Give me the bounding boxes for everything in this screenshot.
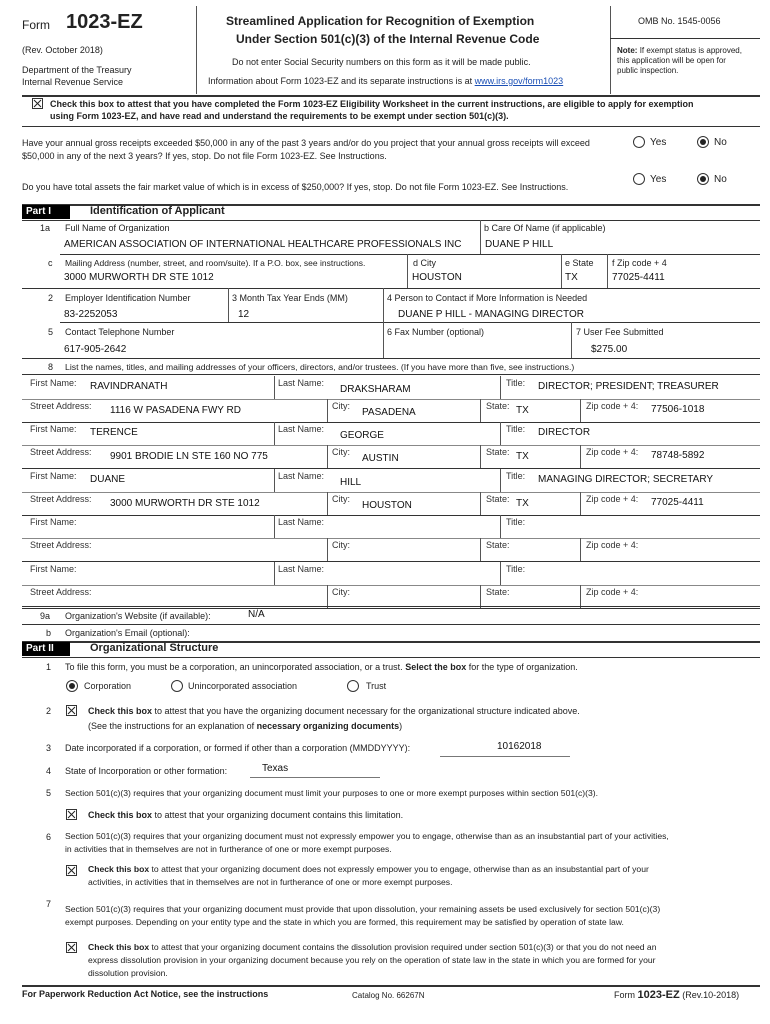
website-label: Organization's Website (if available): bbox=[65, 611, 211, 621]
officer-last-label: Last Name: bbox=[278, 424, 325, 434]
officer-street-label: Street Address: bbox=[30, 447, 92, 457]
website-value[interactable]: N/A bbox=[248, 609, 265, 620]
p2-line-3: 3 bbox=[46, 743, 52, 753]
line-1c: c bbox=[48, 258, 53, 268]
officer-title-value[interactable]: DIRECTOR bbox=[538, 427, 591, 438]
limitation-checkbox[interactable] bbox=[66, 809, 77, 820]
receipts-yes-radio[interactable] bbox=[633, 136, 645, 148]
officer-state-label: State: bbox=[486, 540, 510, 550]
officer-first-label: First Name: bbox=[30, 471, 77, 481]
line-9a: 9a bbox=[40, 611, 51, 621]
organizing-doc-sub: (See the instructions for an explanation of necessary organizing documents) bbox=[88, 721, 403, 731]
form-title-line2: Under Section 501(c)(3) of the Internal Revenue Code bbox=[236, 32, 540, 46]
phone-label: Contact Telephone Number bbox=[65, 327, 175, 337]
officer-title-label: Title: bbox=[506, 564, 526, 574]
part2-title: Organizational Structure bbox=[90, 642, 219, 654]
p2-line-4: 4 bbox=[46, 766, 52, 776]
part1-label: Part I bbox=[22, 205, 70, 219]
officer-first-label: First Name: bbox=[30, 564, 77, 574]
officer-city-value[interactable]: PASADENA bbox=[362, 407, 416, 418]
officer-zip-label: Zip code + 4: bbox=[586, 587, 639, 597]
assets-yes-radio[interactable] bbox=[633, 173, 645, 185]
officer-zip-value[interactable]: 78748-5892 bbox=[651, 450, 705, 461]
officer-city-label: City: bbox=[332, 494, 350, 504]
state-inc-value[interactable]: Texas bbox=[262, 763, 289, 774]
line-5: 5 bbox=[48, 327, 54, 337]
officer-first-value[interactable]: RAVINDRANATH bbox=[90, 381, 168, 392]
officer-street-value[interactable]: 3000 MURWORTH DR STE 1012 bbox=[110, 498, 260, 509]
care-of-value[interactable]: DUANE P HILL bbox=[485, 239, 554, 250]
officer-city-value[interactable]: AUSTIN bbox=[362, 453, 399, 464]
officer-zip-value[interactable]: 77506-1018 bbox=[651, 404, 705, 415]
receipts-question-2: $50,000 in any of the next 3 years? If yes, stop. Do not file Form 1023-EZ. See Instructions. bbox=[22, 151, 387, 161]
irs-link[interactable]: www.irs.gov/form1023 bbox=[474, 76, 564, 86]
trust-label: Trust bbox=[366, 681, 387, 691]
eligibility-text-1: Check this box to attest that you have completed the Form 1023-EZ Eligibility Worksheet in the current instructions, are eligible to apply for exemption bbox=[50, 99, 694, 109]
officer-city-label: City: bbox=[332, 401, 350, 411]
state-value[interactable]: TX bbox=[565, 272, 578, 283]
p2-line-2: 2 bbox=[46, 706, 52, 716]
revision: (Rev. October 2018) bbox=[22, 45, 103, 55]
officer-last-label: Last Name: bbox=[278, 564, 325, 574]
email-label: Organization's Email (optional): bbox=[65, 628, 190, 638]
org-name-label: Full Name of Organization bbox=[65, 223, 170, 233]
p2-line-5: 5 bbox=[46, 788, 52, 798]
receipts-yes-label: Yes bbox=[650, 137, 667, 148]
officer-first-label: First Name: bbox=[30, 378, 77, 388]
officer-title-label: Title: bbox=[506, 378, 526, 388]
form-number: 1023-EZ bbox=[66, 11, 143, 33]
officer-zip-label: Zip code + 4: bbox=[586, 401, 639, 411]
footer-form: Form 1023-EZ (Rev.10-2018) bbox=[614, 989, 740, 1001]
ssn-note: Do not enter Social Security numbers on this form as it will be made public. bbox=[232, 57, 531, 67]
dissolution-attest-1: Check this box to attest that your organizing document contains the dissolution provision required under section 501(c)(3) or that you do not need an bbox=[88, 942, 657, 952]
dissolution-checkbox[interactable] bbox=[66, 942, 77, 953]
contact-label: 4 Person to Contact if More Information is Needed bbox=[387, 293, 588, 303]
dissolution-text-1: Section 501(c)(3) requires that your organizing document must provide that upon dissolution, your remaining assets be used exclusively for section 501(c)(3) bbox=[65, 904, 661, 914]
officer-street-label: Street Address: bbox=[30, 587, 92, 597]
officer-last-label: Last Name: bbox=[278, 471, 325, 481]
officer-first-label: First Name: bbox=[30, 424, 77, 434]
dissolution-attest-3: dissolution provision. bbox=[88, 968, 168, 978]
fee-label: 7 User Fee Submitted bbox=[576, 327, 664, 337]
unincorporated-radio[interactable] bbox=[171, 680, 183, 692]
organizing-doc-text: Check this box to attest that you have the organizing document necessary for the organizational structure indicated above. bbox=[88, 706, 580, 716]
empower-text-2: in activities that in themselves are not in furtherance of one or more exempt purposes. bbox=[65, 844, 392, 854]
line-1a: 1a bbox=[40, 223, 51, 233]
empower-checkbox[interactable] bbox=[66, 865, 77, 876]
part1-title: Identification of Applicant bbox=[90, 205, 225, 217]
ein-label: Employer Identification Number bbox=[65, 293, 191, 303]
corporation-radio[interactable] bbox=[66, 680, 78, 692]
officers-instruction: List the names, titles, and mailing addresses of your officers, directors, and/or trustees. (If you have more than five, see instructions.) bbox=[65, 362, 575, 372]
part2-label: Part II bbox=[22, 642, 70, 656]
officer-state-value[interactable]: TX bbox=[516, 498, 529, 509]
corporation-label: Corporation bbox=[84, 681, 132, 691]
assets-no-label: No bbox=[714, 174, 727, 185]
officer-city-value[interactable]: HOUSTON bbox=[362, 500, 412, 511]
officer-city-label: City: bbox=[332, 587, 350, 597]
eligibility-text-2: using Form 1023-EZ, and have read and understand the requirements to be exempt under section 501(c)(3). bbox=[50, 111, 509, 121]
zip-value[interactable]: 77025-4411 bbox=[612, 272, 665, 283]
empower-attest-1: Check this box to attest that your organizing document does not expressly empower you to engage, otherwise than as an insubstantial part of your bbox=[88, 864, 649, 874]
officer-state-label: State: bbox=[486, 494, 510, 504]
officer-last-value[interactable]: HILL bbox=[340, 477, 362, 488]
officer-title-label: Title: bbox=[506, 424, 526, 434]
mailing-label: Mailing Address (number, street, and room/suite). If a P.O. box, see instructions. bbox=[65, 258, 366, 268]
zip-label: f Zip code + 4 bbox=[612, 258, 667, 268]
officer-zip-value[interactable]: 77025-4411 bbox=[651, 497, 704, 508]
officer-title-value[interactable]: DIRECTOR; PRESIDENT; TREASURER bbox=[538, 381, 719, 392]
officer-last-value[interactable]: DRAKSHARAM bbox=[340, 384, 411, 395]
officer-state-value[interactable]: TX bbox=[516, 405, 529, 416]
officer-title-value[interactable]: MANAGING DIRECTOR; SECRETARY bbox=[538, 474, 714, 485]
paperwork-notice: For Paperwork Reduction Act Notice, see the instructions bbox=[22, 989, 269, 999]
officer-zip-label: Zip code + 4: bbox=[586, 447, 639, 457]
state-label: e State bbox=[565, 258, 594, 268]
care-of-label: b Care Of Name (if applicable) bbox=[484, 223, 606, 233]
assets-question: Do you have total assets the fair market value of which is in excess of $250,000? If yes, stop. Do not file Form 1023-EZ. See Instructions. bbox=[22, 182, 569, 192]
officer-last-label: Last Name: bbox=[278, 378, 325, 388]
assets-yes-label: Yes bbox=[650, 174, 667, 185]
catalog-number: Catalog No. 66267N bbox=[352, 991, 425, 1000]
ein-value[interactable]: 83-2252053 bbox=[64, 309, 118, 320]
empower-text-1: Section 501(c)(3) requires that your organizing document must not expressly empower you to engage, otherwise than as an insubstantial part of your activities, bbox=[65, 831, 669, 841]
date-inc-value[interactable]: 10162018 bbox=[497, 741, 542, 752]
officer-street-value[interactable]: 9901 BRODIE LN STE 160 NO 775 bbox=[110, 451, 268, 462]
mailing-value[interactable]: 3000 MURWORTH DR STE 1012 bbox=[64, 272, 214, 283]
department: Department of the Treasury bbox=[22, 65, 132, 75]
info-text: Information about Form 1023-EZ and its separate instructions is at www.irs.gov/form1023 bbox=[208, 76, 564, 86]
officer-street-value[interactable]: 1116 W PASADENA FWY RD bbox=[110, 405, 241, 416]
officer-state-label: State: bbox=[486, 447, 510, 457]
officer-title-label: Title: bbox=[506, 517, 526, 527]
officer-first-value[interactable]: TERENCE bbox=[90, 427, 138, 438]
limitation-attest: Check this box to attest that your organizing document contains this limitation. bbox=[88, 810, 404, 820]
officer-street-label: Street Address: bbox=[30, 494, 92, 504]
tax-year-value[interactable]: 12 bbox=[238, 309, 250, 320]
line-2: 2 bbox=[48, 293, 54, 303]
fee-value[interactable]: $275.00 bbox=[591, 344, 628, 355]
p2-line-6: 6 bbox=[46, 832, 52, 842]
officer-zip-label: Zip code + 4: bbox=[586, 540, 639, 550]
officer-first-value[interactable]: DUANE bbox=[90, 474, 126, 485]
officer-state-label: State: bbox=[486, 401, 510, 411]
officer-state-label: State: bbox=[486, 587, 510, 597]
date-inc-label: Date incorporated if a corporation, or formed if other than a corporation (MMDDYYYY): bbox=[65, 743, 411, 753]
eligibility-checkbox[interactable] bbox=[32, 98, 43, 109]
officer-city-label: City: bbox=[332, 447, 350, 457]
p2-line-1: 1 bbox=[46, 662, 52, 672]
org-type-question: To file this form, you must be a corporation, an unincorporated association, or a trust. Select the box for the type of organization. bbox=[65, 662, 578, 672]
receipts-question-1: Have your annual gross receipts exceeded $50,000 in any of the past 3 years and/or do you project that your annual gross receipts will exceed bbox=[22, 138, 590, 148]
public-note: Note: If exempt status is approved, this application will be open for public inspection. bbox=[617, 46, 742, 75]
officer-last-label: Last Name: bbox=[278, 517, 325, 527]
organizing-doc-checkbox[interactable] bbox=[66, 705, 77, 716]
unincorporated-label: Unincorporated association bbox=[188, 681, 298, 691]
org-name-value[interactable]: AMERICAN ASSOCIATION OF INTERNATIONAL HEALTHCARE PROFESSIONALS INC bbox=[64, 239, 462, 250]
form-title-line1: Streamlined Application for Recognition of Exemption bbox=[226, 14, 535, 28]
fax-label: 6 Fax Number (optional) bbox=[387, 327, 485, 337]
officer-state-value[interactable]: TX bbox=[516, 451, 529, 462]
contact-value[interactable]: DUANE P HILL - MANAGING DIRECTOR bbox=[398, 309, 584, 320]
form-word: Form bbox=[22, 18, 50, 32]
omb-number: OMB No. 1545-0056 bbox=[638, 16, 721, 26]
service: Internal Revenue Service bbox=[22, 77, 124, 87]
city-value[interactable]: HOUSTON bbox=[412, 272, 462, 283]
phone-value[interactable]: 617-905-2642 bbox=[64, 344, 127, 355]
officer-street-label: Street Address: bbox=[30, 401, 92, 411]
officer-street-label: Street Address: bbox=[30, 540, 92, 550]
limitation-text: Section 501(c)(3) requires that your organizing document must limit your purposes to one or more exempt purposes within section 501(c)(3). bbox=[65, 788, 599, 798]
officer-last-value[interactable]: GEORGE bbox=[340, 430, 384, 441]
assets-no-radio[interactable] bbox=[697, 173, 709, 185]
officer-city-label: City: bbox=[332, 540, 350, 550]
trust-radio[interactable] bbox=[347, 680, 359, 692]
officer-zip-label: Zip code + 4: bbox=[586, 494, 639, 504]
receipts-no-label: No bbox=[714, 137, 727, 148]
officer-title-label: Title: bbox=[506, 471, 526, 481]
state-inc-label: State of Incorporation or other formation: bbox=[65, 766, 228, 776]
line-9b: b bbox=[46, 628, 52, 638]
empower-attest-2: activities, in activities that in themselves are not in furtherance of one or more exempt purposes. bbox=[88, 877, 453, 887]
city-label: d City bbox=[413, 258, 437, 268]
p2-line-7: 7 bbox=[46, 899, 52, 909]
tax-year-label: 3 Month Tax Year Ends (MM) bbox=[232, 293, 348, 303]
receipts-no-radio[interactable] bbox=[697, 136, 709, 148]
dissolution-attest-2: express dissolution provision in your organizing document because you rely on the operation of state law in the state in which you are formed for your bbox=[88, 955, 656, 965]
dissolution-text-2: exempt purposes. Depending on your entity type and the state in which you are formed, this requirement may be satisfied by operation of state law. bbox=[65, 917, 624, 927]
officer-first-label: First Name: bbox=[30, 517, 77, 527]
line-8: 8 bbox=[48, 362, 54, 372]
